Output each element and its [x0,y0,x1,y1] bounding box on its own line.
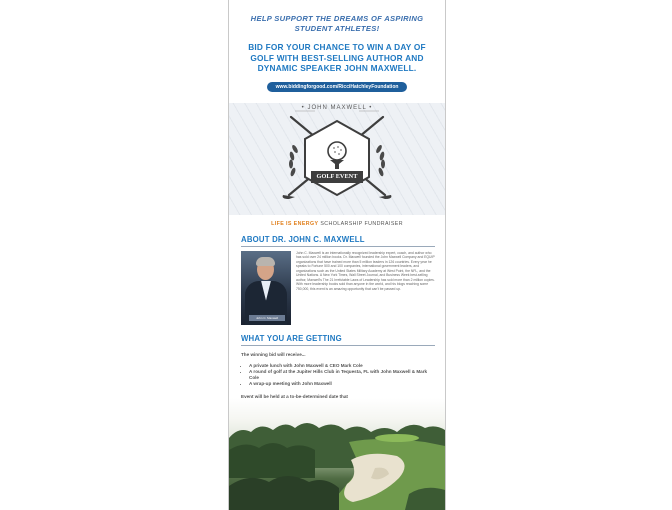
event-location-note: Event will be held at a to-be-determined date that [241,393,348,399]
auction-flyer [228,0,446,510]
prize-item: • A private lunch with John Maxwell & CEO Mark Cole [249,363,435,369]
prize-item: • A wrap-up meeting with John Maxwell [249,381,435,387]
about-section [241,251,435,325]
getting-section-title: WHAT YOU ARE GETTING [241,334,435,346]
tagline: HELP SUPPORT THE DREAMS OF ASPIRING STUDENT ATHLETES! [250,14,424,33]
prize-item: • A round of golf at the Jupiter Hills Club in Tequesta, FL with John Maxwell & Mark Cole [249,369,435,381]
fundraiser-line [229,221,445,227]
photo-caption: John C. Maxwell [249,315,285,321]
fundraiser-accent: LIFE IS ENERGY [271,220,319,227]
getting-intro: The winning bid will receive... [241,351,306,357]
john-maxwell-photo [241,251,291,325]
golf-course-illustration [229,398,445,510]
about-section-title: ABOUT DR. JOHN C. MAXWELL [241,235,435,247]
event-badge-title: GOLF EVENT [316,172,358,180]
auction-url-link[interactable]: www.biddingforgood.com/RicciHatchleyFoundation [267,82,408,92]
header-band [229,0,445,99]
event-badge-name: • JOHN MAXWELL • [301,104,373,111]
laurel-right-icon [375,144,385,177]
golf-event-badge [229,103,445,215]
golf-event-badge-area [229,103,445,215]
bio-text: John C. Maxwell is an internationally recognized leadership expert, coach, and author who has sold over 24 million books. Dr. Maxwell founded the John Maxwell Company and EQUIP organizations that have trained more than 5 million leaders in 126 countries. Every year he speaks to Fortune 500 and 100 companies, international government leaders, and organizations such as the United States Military Academy at West Point, the NFL, and the United Nations. A New York Times, Wall Street Journal, and Business Week best-selling author, Maxwell's The 21 Irrefutable Laws of Leadership has sold more than 2 million copies. With more leadership books sold than anyone in the world, and his blogs reaching some 750,000, this event is an amazing opportunity that can't be passed up. [296,250,435,291]
laurel-left-icon [289,144,299,177]
golf-course-photo [229,398,445,510]
headline: BID FOR YOUR CHANCE TO WIN A DAY OF GOLF WITH BEST-SELLING AUTHOR AND DYNAMIC SPEAKER JOHN MAXWELL. [248,42,426,73]
fundraiser-rest: SCHOLARSHIP FUNDRAISER [318,220,403,227]
prize-list [241,363,435,387]
